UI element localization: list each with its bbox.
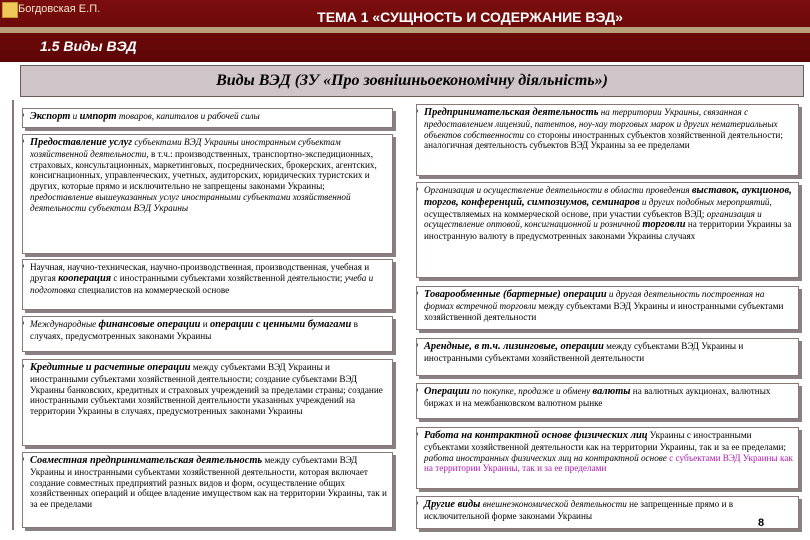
text-fragment: Международные (30, 319, 99, 329)
text-fragment: на территории Украины за иностранную валюту в предусмотренных законами Украины случаях (424, 219, 792, 242)
term-import: импорт (79, 111, 117, 122)
list-item-cooperation (22, 259, 393, 310)
text-fragment: в случаях, предусмотренных законами Украины (30, 319, 358, 341)
topic-title: ТЕМА 1 «СУЩНОСТЬ И СОДЕРЖАНИЕ ВЭД» (317, 9, 623, 25)
text-fragment: Организация и осуществление деятельности в области проведения (424, 185, 692, 195)
term-other-types: Другие виды (424, 499, 481, 510)
text-fragment: между субъектами ВЭД Украины и иностранными субъектами хозяйственной деятельности; создание субъектами ВЭД Украины банковских, кредитных и страховых учреждений за пределами страны; создание иностранными субъектами хозяйственной деятельности указанных учреждений на территории Украины в случаях, предусмотренных законами Украины (30, 362, 383, 417)
text-fragment: товаров, капиталов и рабочей силы (116, 111, 260, 121)
list-item-licensing (416, 104, 799, 176)
term-trade: торговли (642, 219, 686, 231)
text-fragment: предоставление вышеуказанных услуг иностранными субъектами хозяйственной деятельности субъектам ВЭД Украины (30, 191, 351, 213)
text-fragment: учеба и подготовка (30, 272, 374, 295)
term-cooperation: кооперация (58, 272, 112, 284)
text-fragment: по покупке, продаже и обмену (469, 386, 593, 396)
term-credit-operations: Кредитные и расчетные операции (30, 362, 191, 373)
term-export: Экспорт (30, 111, 71, 122)
header-divider-strip (0, 27, 810, 33)
author-name: Богдовская Е.П. (18, 3, 101, 15)
text-fragment: , в т.ч.: производственных, транспортно-экспедиционных, страховых, консультационных, маркетинговых, посреднических, брокерских, агентских, консигнационных, управленческих, учетных, аудиторских, юридических туристских и других, которые прямо и исключительно не запрещены законами Украины; (30, 148, 377, 192)
term-contract-work: Работа на контрактной основе физических лиц (424, 430, 648, 441)
text-fragment: организация и осуществление оптовой, консигнационной и розничной (424, 208, 762, 230)
list-item-contract-work (416, 427, 799, 489)
term-barter: Товарообменные (бартерные) операции (424, 289, 607, 300)
list-item-barter (416, 286, 799, 330)
text-fragment: и другая деятельность построенная на формах встречной торговли (424, 289, 765, 311)
text-fragment: с иностранными субъектами хозяйственной деятельности; (111, 272, 345, 283)
list-item-exhibitions-trade (416, 182, 799, 278)
slide-header (0, 0, 810, 62)
text-fragment: Украины с иностранными субъектами хозяйственной деятельности как на территории Украины, так и за ее пределами; (424, 430, 786, 452)
list-item-joint-venture (22, 452, 393, 528)
term-exhibitions: выставок, аукционов, торгов, конференций, симпозиумов, семинаров (424, 185, 792, 208)
text-fragment: между субъектами ВЭД Украины и иностранными субъектами хозяйственной деятельности, которая включает создание совместных предприятий разных видов и форм, осуществление общих хозяйственных операций и общее владение имуществом как на территории Украины, так и за ее пределами (30, 455, 387, 510)
logo-icon (2, 2, 18, 18)
term-services: Предоставление услуг (30, 137, 133, 148)
term-joint-venture: Совместная предпринимательская деятельность (30, 455, 263, 466)
text-fragment: субъектами ВЭД Украины иностранным субъектам хозяйственной деятельности (30, 137, 341, 159)
text-fragment: внешнеэкономической деятельности (480, 499, 627, 509)
subsection-title: 1.5 Виды ВЭД (40, 38, 137, 54)
text-fragment: специалистов на коммерческой основе (75, 284, 230, 295)
term-securities: операции с ценными бумагами (209, 319, 352, 330)
text-fragment: на территории Украины, связанная с предоставлением лицензий, патентов, ноу-хау торговых марок и других нематериальных объектов собственности (424, 107, 778, 140)
list-item-credit-operations (22, 359, 393, 446)
term-entrepreneurship: Предпринимательская деятельность (424, 107, 599, 118)
list-item-services (22, 134, 393, 254)
text-fragment: работа иностранных физических лиц на контрактной основе (424, 452, 667, 463)
term-currency: валюты (592, 386, 631, 397)
list-item-financial-operations (22, 316, 393, 352)
text-fragment: и (70, 111, 80, 121)
text-fragment: между субъектами ВЭД Украины и иностранными субъектами хозяйственной деятельности (424, 341, 744, 363)
list-item-leasing (416, 338, 799, 376)
left-rail-divider (12, 100, 14, 530)
term-leasing: Арендные, в т.ч. лизинговые, операции (424, 341, 604, 352)
list-item-export-import (22, 108, 393, 128)
page-number: 8 (758, 517, 765, 529)
highlighted-text: как на территории Украины, так и за ее пределами (424, 452, 793, 474)
text-fragment: не запрещенные прямо и в исключительной форме законами Украины (424, 499, 734, 521)
text-fragment: Научная, научно-техническая, научно-производственная, производственная, учебная и другая (30, 262, 370, 283)
term-financial-operations: финансовые операции (98, 319, 201, 330)
highlighted-text: с субъектами ВЭД Украины (666, 452, 778, 463)
list-item-currency-operations (416, 383, 799, 419)
list-item-other-types (416, 496, 799, 529)
text-fragment: и (200, 319, 210, 329)
text-fragment: между субъектами ВЭД Украины и иностранными субъектами хозяйственной деятельности (424, 300, 784, 322)
text-fragment: , осуществляемых на коммерческой основе, при участии субъектов ВЭД; (424, 196, 772, 219)
text-fragment: и других подобных мероприятий (639, 196, 770, 207)
text-fragment: со стороны иностранных субъектов хозяйственной деятельности; аналогичная деятельность субъектов ВЭД Украины за ее пределами (424, 129, 783, 151)
text-fragment: на валютных аукционах, валютных биржах и на межбанковском валютном рынке (424, 386, 771, 408)
term-operations: Операции (424, 386, 470, 397)
slide-title: Виды ВЭД (ЗУ «Про зовнішньоекономічну діяльність») (20, 65, 804, 97)
